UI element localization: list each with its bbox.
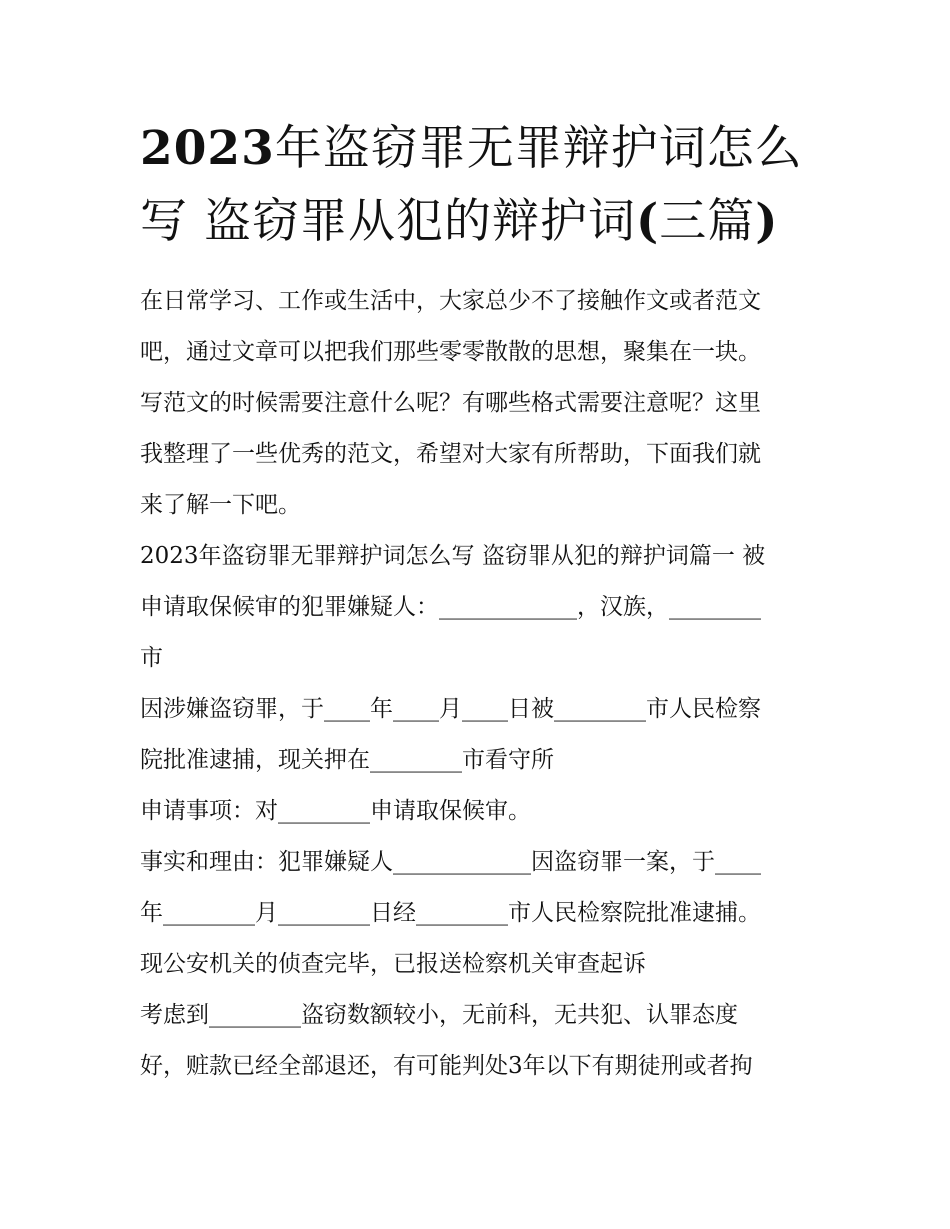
- title-year: 2023: [140, 121, 275, 176]
- body-line: 在日常学习、工作或生活中，大家总少不了接触作文或者范文: [140, 288, 761, 314]
- body-line: 年________月________日经________市人民检察院批准逮捕。: [140, 900, 761, 926]
- document-body: [140, 276, 820, 1092]
- body-line: 我整理了一些优秀的范文，希望对大家有所帮助，下面我们就: [140, 441, 761, 467]
- body-line: 申请事项：对________申请取保候审。: [140, 798, 531, 824]
- page-title: [140, 112, 820, 258]
- body-line: 来了解一下吧。: [140, 492, 301, 518]
- title-paren-open: (: [635, 194, 660, 249]
- title-line-2-text: 写 盗窃罪从犯的辩护词: [140, 194, 636, 249]
- title-count: 三篇: [659, 194, 756, 249]
- title-line-1: [140, 112, 820, 185]
- body-line: 现公安机关的侦查完毕，已报送检察机关审查起诉: [140, 951, 646, 977]
- body-line: 写范文的时候需要注意什么呢？有哪些格式需要注意呢？这里: [140, 390, 761, 416]
- body-line: 吧，通过文章可以把我们那些零零散散的思想，聚集在一块。: [140, 339, 761, 365]
- title-line-1-text: 年盗窃罪无罪辩护词怎么: [274, 121, 803, 176]
- title-line-2: [140, 185, 820, 258]
- body-line: 市: [140, 645, 163, 671]
- body-line: 考虑到________盗窃数额较小，无前科，无共犯、认罪态度: [140, 1002, 738, 1028]
- body-line: 事实和理由：犯罪嫌疑人____________因盗窃罪一案，于____: [140, 849, 761, 875]
- title-paren-close: ): [755, 194, 779, 249]
- body-line: 好，赃款已经全部退还，有可能判处3年以下有期徒刑或者拘: [140, 1053, 753, 1079]
- body-line: 因涉嫌盗窃罪，于____年____月____日被________市人民检察: [140, 696, 761, 722]
- body-line: 申请取保候审的犯罪嫌疑人：____________，汉族，________: [140, 594, 761, 620]
- body-line: 院批准逮捕，现关押在________市看守所: [140, 747, 554, 773]
- section-heading-line: 2023年盗窃罪无罪辩护词怎么写 盗窃罪从犯的辩护词篇一 被: [140, 543, 766, 569]
